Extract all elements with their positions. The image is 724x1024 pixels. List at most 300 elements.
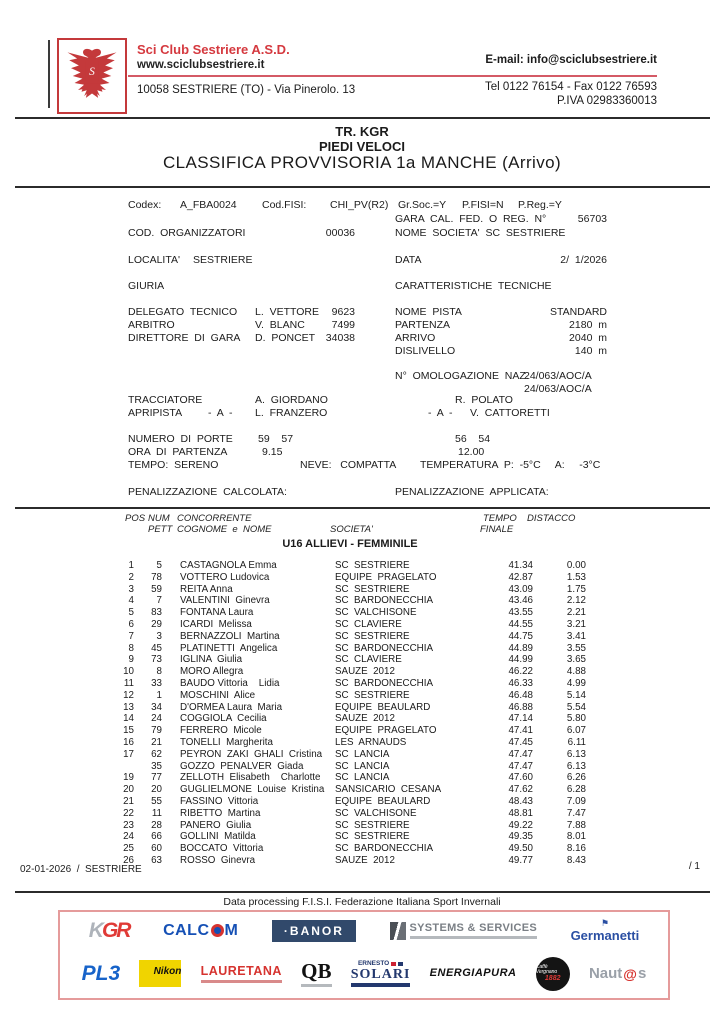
result-num: 59 bbox=[151, 583, 162, 595]
vergnano-year: 1882 bbox=[544, 975, 561, 983]
sponsor-caffe-vergnano-logo bbox=[536, 957, 570, 991]
result-pos: 23 bbox=[123, 819, 134, 831]
kgr-k: K bbox=[88, 919, 102, 943]
result-row bbox=[0, 749, 724, 761]
result-name: VALENTINI Ginevra bbox=[180, 595, 270, 607]
result-row bbox=[0, 595, 724, 607]
systems-text: SYSTEMS & SERVICES bbox=[409, 921, 537, 934]
result-name: REITA Anna bbox=[180, 583, 233, 595]
germanetti-text: Germanetti bbox=[570, 928, 640, 944]
result-name: D'ORMEA Laura Maria bbox=[180, 701, 283, 713]
germanetti-flag-icon: ⚑ bbox=[600, 918, 609, 929]
jury-role: DELEGATO TECNICO bbox=[128, 306, 238, 318]
result-num: 24 bbox=[151, 713, 162, 725]
result-pos: 13 bbox=[123, 701, 134, 713]
apripista-label: APRIPISTA bbox=[128, 407, 183, 419]
result-gap: 7.47 bbox=[566, 807, 586, 819]
solari-text: SOLARI bbox=[350, 966, 411, 982]
nautes-text-1: Naut bbox=[588, 965, 623, 983]
codex-label: Codex: bbox=[128, 199, 162, 211]
result-pos: 3 bbox=[128, 583, 134, 595]
result-pos: 10 bbox=[123, 666, 134, 678]
sponsor-row-2 bbox=[60, 957, 668, 991]
result-time: 47.14 bbox=[508, 713, 533, 725]
data-label: DATA bbox=[395, 254, 422, 266]
apripista-1: L. FRANZERO bbox=[255, 407, 328, 419]
result-pos: 20 bbox=[123, 784, 134, 796]
result-club: SC BARDONECCHIA bbox=[335, 677, 433, 689]
tech-value: 2180 m bbox=[569, 319, 607, 331]
result-name: BERNAZZOLI Martina bbox=[180, 630, 280, 642]
result-gap: 7.09 bbox=[566, 795, 586, 807]
result-gap: 8.16 bbox=[566, 843, 586, 855]
result-gap: 6.07 bbox=[566, 725, 586, 737]
solari-tagline-bar bbox=[351, 983, 411, 987]
result-num: 28 bbox=[151, 819, 162, 831]
result-club: SAUZE 2012 bbox=[335, 854, 395, 866]
cod-organizzatori-label: COD. ORGANIZZATORI bbox=[128, 227, 246, 239]
result-gap: 6.28 bbox=[566, 784, 586, 796]
tech-label: PARTENZA bbox=[395, 319, 451, 331]
localita-label: LOCALITA' bbox=[128, 254, 180, 266]
double-eagle-icon bbox=[64, 45, 120, 107]
result-row bbox=[0, 572, 724, 584]
nautes-at-icon: @ bbox=[623, 965, 637, 982]
tech-label: ARRIVO bbox=[395, 332, 436, 344]
result-name: PLATINETTI Angelica bbox=[180, 642, 278, 654]
club-address: 10058 SESTRIERE (TO) - Via Pinerolo. 13 bbox=[137, 84, 356, 96]
systems-bars-icon bbox=[390, 922, 406, 940]
result-gap: 2.12 bbox=[566, 595, 586, 607]
ora-2: 12.00 bbox=[458, 446, 485, 458]
result-pos: 17 bbox=[123, 748, 134, 760]
result-club: SC BARDONECCHIA bbox=[335, 595, 433, 607]
title-divider-bottom bbox=[15, 186, 710, 188]
result-num: 78 bbox=[151, 571, 162, 583]
data-processing-credit: Data processing F.I.S.I. Federazione Italiana Sport Invernali bbox=[223, 896, 501, 908]
result-time: 44.89 bbox=[508, 642, 533, 654]
club-piva: P.IVA 02983360013 bbox=[557, 95, 657, 107]
column-distacco: DISTACCO bbox=[527, 513, 576, 524]
nautes-text-2: s bbox=[637, 965, 647, 983]
result-club: SC CLAVIERE bbox=[335, 618, 402, 630]
tech-label: NOME PISTA bbox=[395, 306, 462, 318]
column-pett: PETT bbox=[148, 524, 173, 535]
result-row bbox=[0, 737, 724, 749]
result-gap: 6.11 bbox=[567, 736, 586, 748]
result-club: EQUIPE BEAULARD bbox=[335, 795, 431, 807]
result-pos: 4 bbox=[128, 595, 134, 607]
tracciatore-label: TRACCIATORE bbox=[128, 394, 203, 406]
result-pos: 26 bbox=[123, 854, 134, 866]
tracciatore-1: A. GIORDANO bbox=[255, 394, 328, 406]
tech-value: STANDARD bbox=[550, 306, 607, 318]
result-time: 49.50 bbox=[508, 843, 533, 855]
sponsor-nikon-logo: Nikon bbox=[139, 960, 181, 987]
sponsor-pl3-logo: PL3 bbox=[81, 962, 121, 986]
club-email: E-mail: info@sciclubsestriere.it bbox=[485, 54, 657, 66]
classification-title: CLASSIFICA PROVVISORIA 1a MANCHE (Arrivo) bbox=[162, 153, 562, 172]
result-num: 62 bbox=[151, 748, 162, 760]
apripista-a2: - A - bbox=[428, 407, 453, 419]
result-club: SANSICARIO CESANA bbox=[335, 784, 442, 796]
sponsor-strip bbox=[58, 910, 670, 1000]
result-name: BOCCATO Vittoria bbox=[180, 843, 264, 855]
tech-value: 2040 m bbox=[569, 332, 607, 344]
sponsor-solari-logo bbox=[351, 961, 411, 987]
footer-date-place: 02-01-2026 / SESTRIERE bbox=[20, 864, 142, 875]
result-pos: 6 bbox=[128, 618, 134, 630]
result-pos: 24 bbox=[123, 831, 134, 843]
result-club: SC BARDONECCHIA bbox=[335, 843, 433, 855]
giuria-title: GIURIA bbox=[128, 280, 165, 292]
result-row bbox=[0, 713, 724, 725]
result-row bbox=[0, 607, 724, 619]
result-club: SC LANCIA bbox=[335, 772, 390, 784]
result-pos: 8 bbox=[128, 642, 134, 654]
result-gap: 8.01 bbox=[566, 831, 586, 843]
result-time: 46.48 bbox=[508, 689, 533, 701]
jury-code: 9623 bbox=[331, 306, 355, 318]
result-row bbox=[0, 560, 724, 572]
column-concorrente: CONCORRENTE bbox=[177, 513, 252, 524]
dislivello-value: 140 m bbox=[574, 345, 607, 357]
result-gap: 8.43 bbox=[566, 854, 586, 866]
result-pos: 16 bbox=[123, 736, 134, 748]
svg-text:S: S bbox=[89, 66, 95, 79]
jury-name: V. BLANC bbox=[255, 319, 305, 331]
result-time: 44.55 bbox=[508, 618, 533, 630]
nome-societa: NOME SOCIETA' SC SESTRIERE bbox=[395, 227, 566, 239]
result-club: SC SESTRIERE bbox=[335, 819, 410, 831]
result-num: 5 bbox=[156, 560, 162, 571]
result-club: SC LANCIA bbox=[335, 748, 390, 760]
result-row bbox=[0, 619, 724, 631]
result-gap: 3.41 bbox=[566, 630, 586, 642]
result-pos: 12 bbox=[123, 689, 134, 701]
jury-name: D. PONCET bbox=[255, 332, 316, 344]
result-club: SC SESTRIERE bbox=[335, 630, 410, 642]
result-num: 21 bbox=[151, 736, 162, 748]
club-logo bbox=[57, 38, 127, 114]
result-num: 33 bbox=[151, 677, 162, 689]
qb-tagline-bar bbox=[301, 984, 331, 987]
result-name: MOSCHINI Alice bbox=[180, 689, 256, 701]
result-club: SC VALCHISONE bbox=[335, 807, 417, 819]
result-pos: 19 bbox=[123, 772, 134, 784]
result-name: COGGIOLA Cecilia bbox=[180, 713, 267, 725]
result-pos: 11 bbox=[123, 677, 134, 689]
result-club: SAUZE 2012 bbox=[335, 713, 395, 725]
data-value: 2/ 1/2026 bbox=[560, 254, 607, 266]
result-name: BAUDO Vittoria Lidia bbox=[180, 677, 280, 689]
meteo-tempo: TEMPO: SERENO bbox=[128, 459, 219, 471]
result-gap: 0.00 bbox=[566, 560, 586, 571]
result-row bbox=[0, 643, 724, 655]
result-time: 46.33 bbox=[508, 677, 533, 689]
result-gap: 5.14 bbox=[566, 689, 586, 701]
result-club: EQUIPE PRAGELATO bbox=[335, 571, 437, 583]
result-num: 79 bbox=[151, 725, 162, 737]
result-name: IGLINA Giulia bbox=[180, 654, 243, 666]
result-time: 43.55 bbox=[508, 607, 533, 619]
jury-role: ARBITRO bbox=[128, 319, 175, 331]
result-name: GOZZO PENALVER Giada bbox=[180, 760, 304, 772]
result-row bbox=[0, 808, 724, 820]
result-gap: 3.65 bbox=[566, 654, 586, 666]
apripista-2: V. CATTORETTI bbox=[470, 407, 550, 419]
sponsor-kgr-logo bbox=[89, 920, 130, 941]
result-row bbox=[0, 678, 724, 690]
vergnano-name: Caffè Vergnano bbox=[535, 964, 558, 976]
result-time: 49.22 bbox=[508, 819, 533, 831]
result-row bbox=[0, 831, 724, 843]
result-gap: 3.21 bbox=[566, 618, 586, 630]
result-gap: 1.53 bbox=[566, 571, 586, 583]
result-time: 47.62 bbox=[508, 784, 533, 796]
grsoc-flag: Gr.Soc.=Y bbox=[398, 199, 447, 211]
result-time: 44.99 bbox=[508, 654, 533, 666]
codfisi-label: Cod.FISI: bbox=[262, 199, 307, 211]
calcom-o-icon bbox=[211, 924, 224, 937]
localita-value: SESTRIERE bbox=[193, 254, 253, 266]
result-name: VOTTERO Ludovica bbox=[180, 571, 270, 583]
pfisi-flag: P.FISI=N bbox=[462, 199, 504, 211]
meteo-temperatura: TEMPERATURA P: -5°C A: -3°C bbox=[420, 459, 601, 471]
result-row bbox=[0, 702, 724, 714]
result-time: 42.87 bbox=[508, 571, 533, 583]
result-time: 47.47 bbox=[508, 748, 533, 760]
apripista-a1: - A - bbox=[208, 407, 233, 419]
column-societa: SOCIETA' bbox=[330, 524, 373, 535]
meteo-neve: NEVE: COMPATTA bbox=[300, 459, 397, 471]
result-row bbox=[0, 772, 724, 784]
result-name: PEYRON ZAKI GHALI Cristina bbox=[180, 748, 323, 760]
result-name: MORO Allegra bbox=[180, 666, 244, 678]
jury-name: L. VETTORE bbox=[255, 306, 319, 318]
result-time: 43.09 bbox=[508, 583, 533, 595]
result-name: ZELLOTH Elisabeth Charlotte bbox=[180, 772, 321, 784]
results-rows bbox=[0, 560, 724, 867]
sponsor-systems-services-logo bbox=[390, 922, 537, 940]
result-time: 44.75 bbox=[508, 630, 533, 642]
result-pos: 14 bbox=[123, 713, 134, 725]
result-club: SC SESTRIERE bbox=[335, 560, 410, 571]
cod-organizzatori-value: 00036 bbox=[325, 227, 355, 239]
result-club: SC CLAVIERE bbox=[335, 654, 402, 666]
result-row bbox=[0, 761, 724, 773]
calcom-text-1: CALC bbox=[163, 921, 210, 939]
result-club: EQUIPE PRAGELATO bbox=[335, 725, 437, 737]
kgr-gr: GR bbox=[101, 919, 130, 943]
lauretana-tagline-bar bbox=[201, 980, 282, 983]
result-name: PANERO Giulia bbox=[180, 819, 252, 831]
result-club: LES ARNAUDS bbox=[335, 736, 407, 748]
club-website: www.sciclubsestriere.it bbox=[137, 59, 265, 71]
result-club: SC SESTRIERE bbox=[335, 583, 410, 595]
result-time: 47.45 bbox=[508, 736, 533, 748]
result-gap: 5.80 bbox=[566, 713, 586, 725]
result-num: 63 bbox=[151, 854, 162, 866]
result-row bbox=[0, 843, 724, 855]
solari-red-square bbox=[391, 962, 396, 966]
result-time: 48.43 bbox=[508, 795, 533, 807]
column-finale: FINALE bbox=[480, 524, 514, 535]
result-time: 46.88 bbox=[508, 701, 533, 713]
result-row bbox=[0, 796, 724, 808]
penalizzazione-applicata: PENALIZZAZIONE APPLICATA: bbox=[395, 486, 549, 498]
result-num: 8 bbox=[156, 666, 162, 678]
lauretana-text: LAURETANA bbox=[200, 964, 282, 978]
result-num: 11 bbox=[151, 807, 162, 819]
result-pos: 5 bbox=[128, 607, 134, 619]
column-num: NUM bbox=[148, 513, 170, 524]
result-num: 73 bbox=[151, 654, 162, 666]
result-club: SC VALCHISONE bbox=[335, 607, 417, 619]
result-name: ROSSO Ginevra bbox=[180, 854, 256, 866]
codex-value: A_FBA0024 bbox=[180, 199, 237, 211]
result-num: 7 bbox=[156, 595, 162, 607]
sponsor-calcom-logo bbox=[163, 923, 238, 939]
porte-1: 59 57 bbox=[258, 433, 294, 445]
omologazione-label: N° OMOLOGAZIONE NAZ. bbox=[395, 370, 529, 382]
result-num: 29 bbox=[151, 618, 162, 630]
column-cognome-nome: COGNOME e NOME bbox=[177, 524, 272, 535]
result-time: 47.60 bbox=[508, 772, 533, 784]
result-pos: 15 bbox=[123, 725, 134, 737]
sponsor-qb-logo bbox=[301, 958, 332, 987]
footer-divider bbox=[15, 891, 710, 893]
result-gap: 6.13 bbox=[566, 748, 586, 760]
dislivello-label: DISLIVELLO bbox=[395, 345, 456, 357]
calcom-text-2: M bbox=[224, 921, 239, 939]
codfisi-value: CHI_PV(R2) bbox=[330, 199, 389, 211]
systems-tagline-bar bbox=[410, 936, 537, 939]
result-num: 83 bbox=[151, 607, 162, 619]
result-time: 41.34 bbox=[508, 560, 533, 571]
result-name: FASSINO Vittoria bbox=[180, 795, 259, 807]
result-row bbox=[0, 820, 724, 832]
ora-1: 9.15 bbox=[262, 446, 283, 458]
caratteristiche-title: CARATTERISTICHE TECNICHE bbox=[395, 280, 552, 292]
result-pos: 25 bbox=[123, 843, 134, 855]
jury-code: 7499 bbox=[331, 319, 355, 331]
result-gap: 4.99 bbox=[566, 677, 586, 689]
omologazione-value-1: 24/063/AOC/A bbox=[524, 370, 592, 382]
solari-blue-square bbox=[398, 962, 403, 966]
result-time: 46.22 bbox=[508, 666, 533, 678]
result-name: GOLLINI Matilda bbox=[180, 831, 256, 843]
ora-label: ORA DI PARTENZA bbox=[128, 446, 228, 458]
sponsor-germanetti-logo bbox=[571, 919, 640, 942]
result-time: 47.41 bbox=[508, 725, 533, 737]
result-row bbox=[0, 725, 724, 737]
result-name: FERRERO Micole bbox=[180, 725, 262, 737]
result-num: 55 bbox=[151, 795, 162, 807]
result-time: 48.81 bbox=[508, 807, 533, 819]
result-name: ICARDI Melissa bbox=[180, 618, 252, 630]
trophy-title: TR. KGR bbox=[335, 124, 389, 139]
result-club: EQUIPE BEAULARD bbox=[335, 701, 431, 713]
result-gap: 7.88 bbox=[566, 819, 586, 831]
result-club: SC BARDONECCHIA bbox=[335, 642, 433, 654]
result-num: 3 bbox=[156, 630, 162, 642]
result-name: CASTAGNOLA Emma bbox=[180, 560, 277, 571]
result-name: GUGLIELMONE Louise Kristina bbox=[180, 784, 325, 796]
qb-text: QB bbox=[301, 958, 332, 983]
club-tel-fax: Tel 0122 76154 - Fax 0122 76593 bbox=[485, 81, 657, 93]
result-time: 49.77 bbox=[508, 854, 533, 866]
result-row bbox=[0, 631, 724, 643]
result-pos: 21 bbox=[123, 795, 134, 807]
result-time: 49.35 bbox=[508, 831, 533, 843]
result-num: 66 bbox=[151, 831, 162, 843]
result-row bbox=[0, 584, 724, 596]
result-time: 43.46 bbox=[508, 595, 533, 607]
column-tempo: TEMPO bbox=[483, 513, 517, 524]
result-pos: 2 bbox=[128, 571, 134, 583]
category-header: U16 ALLIEVI - FEMMINILE bbox=[282, 538, 418, 550]
table-divider bbox=[15, 507, 710, 509]
result-row bbox=[0, 690, 724, 702]
result-gap: 6.26 bbox=[566, 772, 586, 784]
preg-flag: P.Reg.=Y bbox=[518, 199, 562, 211]
porte-label: NUMERO DI PORTE bbox=[128, 433, 233, 445]
result-club: SAUZE 2012 bbox=[335, 666, 395, 678]
sponsor-row-1 bbox=[60, 919, 668, 942]
jury-role: DIRETTORE DI GARA bbox=[128, 332, 241, 344]
result-num: 1 bbox=[156, 689, 162, 701]
sponsor-energiapura-logo: ENERGIAPURA bbox=[429, 967, 517, 980]
column-pos: POS bbox=[125, 513, 146, 524]
race-name: PIEDI VELOCI bbox=[319, 139, 405, 154]
sponsor-nautes-logo bbox=[589, 966, 646, 981]
omologazione-value-2: 24/063/AOC/A bbox=[524, 383, 592, 395]
result-pos: 7 bbox=[128, 630, 134, 642]
penalizzazione-calcolata: PENALIZZAZIONE CALCOLATA: bbox=[128, 486, 287, 498]
result-num: 20 bbox=[151, 784, 162, 796]
ernesto-text: ERNESTO bbox=[357, 960, 390, 967]
result-num: 35 bbox=[151, 760, 162, 772]
scan-artifact-line bbox=[48, 40, 50, 108]
result-num: 34 bbox=[151, 701, 162, 713]
result-num: 60 bbox=[151, 843, 162, 855]
result-gap: 2.21 bbox=[566, 607, 586, 619]
result-club: SC SESTRIERE bbox=[335, 689, 410, 701]
club-name: Sci Club Sestriere A.S.D. bbox=[137, 42, 290, 57]
result-gap: 4.88 bbox=[566, 666, 586, 678]
result-gap: 3.55 bbox=[566, 642, 586, 654]
jury-code: 34038 bbox=[325, 332, 355, 344]
result-club: SC SESTRIERE bbox=[335, 831, 410, 843]
result-num: 45 bbox=[151, 642, 162, 654]
result-name: FONTANA Laura bbox=[180, 607, 254, 619]
gara-number: 56703 bbox=[577, 213, 607, 225]
sponsor-lauretana-logo bbox=[201, 965, 282, 983]
result-pos: 1 bbox=[128, 560, 134, 571]
result-row bbox=[0, 666, 724, 678]
title-divider-top bbox=[15, 117, 710, 119]
tracciatore-2: R. POLATO bbox=[455, 394, 513, 406]
sponsor-banor-logo: ·BANOR bbox=[272, 920, 356, 942]
result-time: 47.47 bbox=[508, 760, 533, 772]
porte-2: 56 54 bbox=[455, 433, 491, 445]
result-pos: 22 bbox=[123, 807, 134, 819]
result-club: SC LANCIA bbox=[335, 760, 390, 772]
gara-label: GARA CAL. FED. O REG. N° bbox=[395, 213, 547, 225]
result-gap: 5.54 bbox=[566, 701, 586, 713]
result-row bbox=[0, 784, 724, 796]
